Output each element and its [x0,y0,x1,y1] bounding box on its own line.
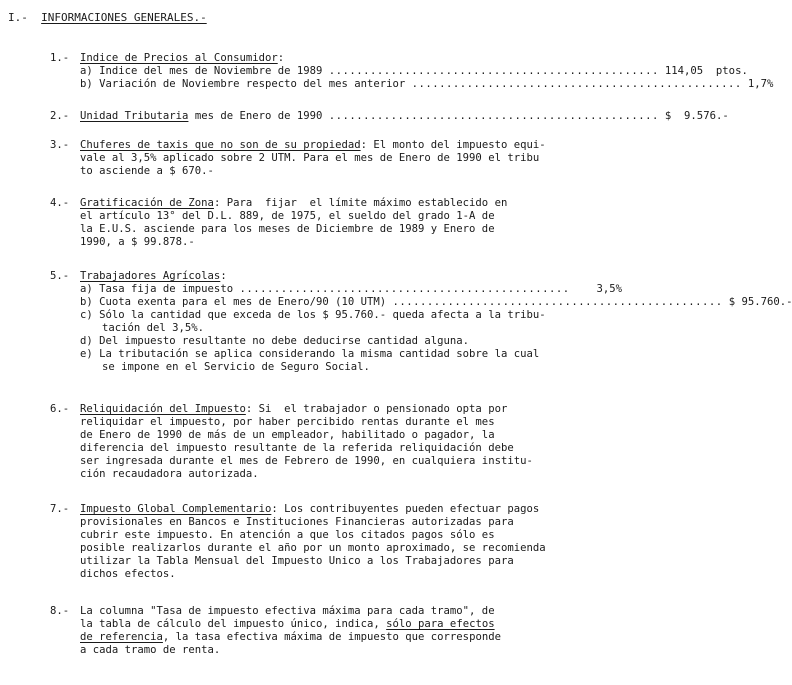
item-text: c) Sólo la cantidad que exceda de los $ 95.760.- queda afecta a la tribu- [80,309,546,321]
item-label: a) Indice del mes de Noviembre de 1989 [80,65,329,77]
item-text: mes de Enero de 1990 [188,110,329,122]
leader-dots: ................................................ [239,283,570,295]
item-text: dichos efectos. [80,568,176,580]
section-heading [8,11,207,24]
item-text: e) La tributación se aplica considerando la misma cantidad sobre la cual [80,348,540,360]
item-number: 7.- [50,503,70,515]
item-value: 114,05 ptos. [664,65,748,77]
leader-dots: ................................................ [328,110,659,122]
item-value: $ 95.760.- [728,296,792,308]
item-text: se impone en el Servicio de Seguro Social. [102,361,370,373]
item-title: Chuferes de taxis que no son de su propiedad [80,139,361,151]
item-text: provisionales en Bancos e Instituciones Financieras autorizadas para [80,516,514,528]
item-text: to asciende a $ 670.- [80,165,214,177]
item-text: el artículo 13° del D.L. 889, de 1975, el sueldo del grado 1-A de [80,210,495,222]
heading-number: I.- [8,11,28,24]
item-label: a) Tasa fija de impuesto [80,283,240,295]
item-text: de Enero de 1990 de más de un empleador, habilitado o pagador, la [80,429,495,441]
item-text: , la tasa efectiva máxima de impuesto que corresponde [162,631,501,643]
item-title: Unidad Tributaria [80,110,189,122]
item-title: Reliquidación del Impuesto [80,403,246,415]
list-item [80,78,774,91]
item-title: Gratificación de Zona [80,197,214,209]
item-text: a cada tramo de renta. [80,644,221,656]
item-text: utilizar la Tabla Mensual del Impuesto Unico a los Trabajadores para [80,555,514,567]
item-title: Trabajadores Agrícolas [80,270,221,282]
item-text: d) Del impuesto resultante no debe deducirse cantidad alguna. [80,335,470,347]
item-value: 3,5% [596,283,622,295]
item-number: 2.- [50,110,70,122]
item-text: tación del 3,5%. [102,322,205,334]
item-emphasis: de referencia [80,631,163,643]
item-number: 1.- [50,52,70,64]
item-text: reliquidar el impuesto, por haber percibido rentas durante el mes [80,416,495,428]
leader-dots: ................................................ [392,296,723,308]
item-number: 6.- [50,403,70,415]
item-number: 8.- [50,605,70,617]
item-text: posible realizarlos durante el año por un monto aproximado, se recomienda [80,542,546,554]
item-text: La columna "Tasa de impuesto efectiva máxima para cada tramo", de [80,605,495,617]
leader-dots: ................................................ [328,65,659,77]
item-value: 1,7% [747,78,774,90]
item-text: vale al 3,5% aplicado sobre 2 UTM. Para el mes de Enero de 1990 el tribu [80,152,540,164]
item-text: cubrir este impuesto. En atención a que los citados pagos sólo es [80,529,495,541]
list-item [80,65,748,78]
item-text: : [220,270,227,282]
item-text: : El monto del impuesto equi- [360,139,546,151]
item-number: 4.- [50,197,70,209]
item-number: 3.- [50,139,70,151]
item-text: ser ingresada durante el mes de Febrero de 1990, en cualquiera institu- [80,455,533,467]
item-text: la E.U.S. asciende para los meses de Diciembre de 1989 y Enero de [80,223,495,235]
item-text: la tabla de cálculo del impuesto único, indica, [80,618,387,630]
item-text: : Si el trabajador o pensionado opta por [245,403,508,415]
item-text: diferencia del impuesto resultante de la referida reliquidación debe [80,442,514,454]
item-emphasis: sólo para efectos [386,618,495,630]
list-item [80,296,792,309]
item-text: ción recaudadora autorizada. [80,468,259,480]
item-text: : [277,52,285,64]
item-text: : Para fijar el límite máximo establecido en [213,197,508,209]
item-text: : Los contribuyentes pueden efectuar pagos [271,503,540,515]
item-label: b) Variación de Noviembre respecto del mes anterior [80,78,412,90]
item-label: b) Cuota exenta para el mes de Enero/90 (10 UTM) [80,296,393,308]
item-title: Impuesto Global Complementario [80,503,272,515]
item-value: $ 9.576.- [664,110,729,122]
item-number: 5.- [50,270,70,282]
item-title: Indice de Precios al Consumidor [80,52,278,64]
list-item [80,283,622,296]
leader-dots: ................................................ [411,78,742,90]
heading-title: INFORMACIONES GENERALES.- [41,11,207,24]
item-text: 1990, a $ 99.878.- [80,236,195,248]
